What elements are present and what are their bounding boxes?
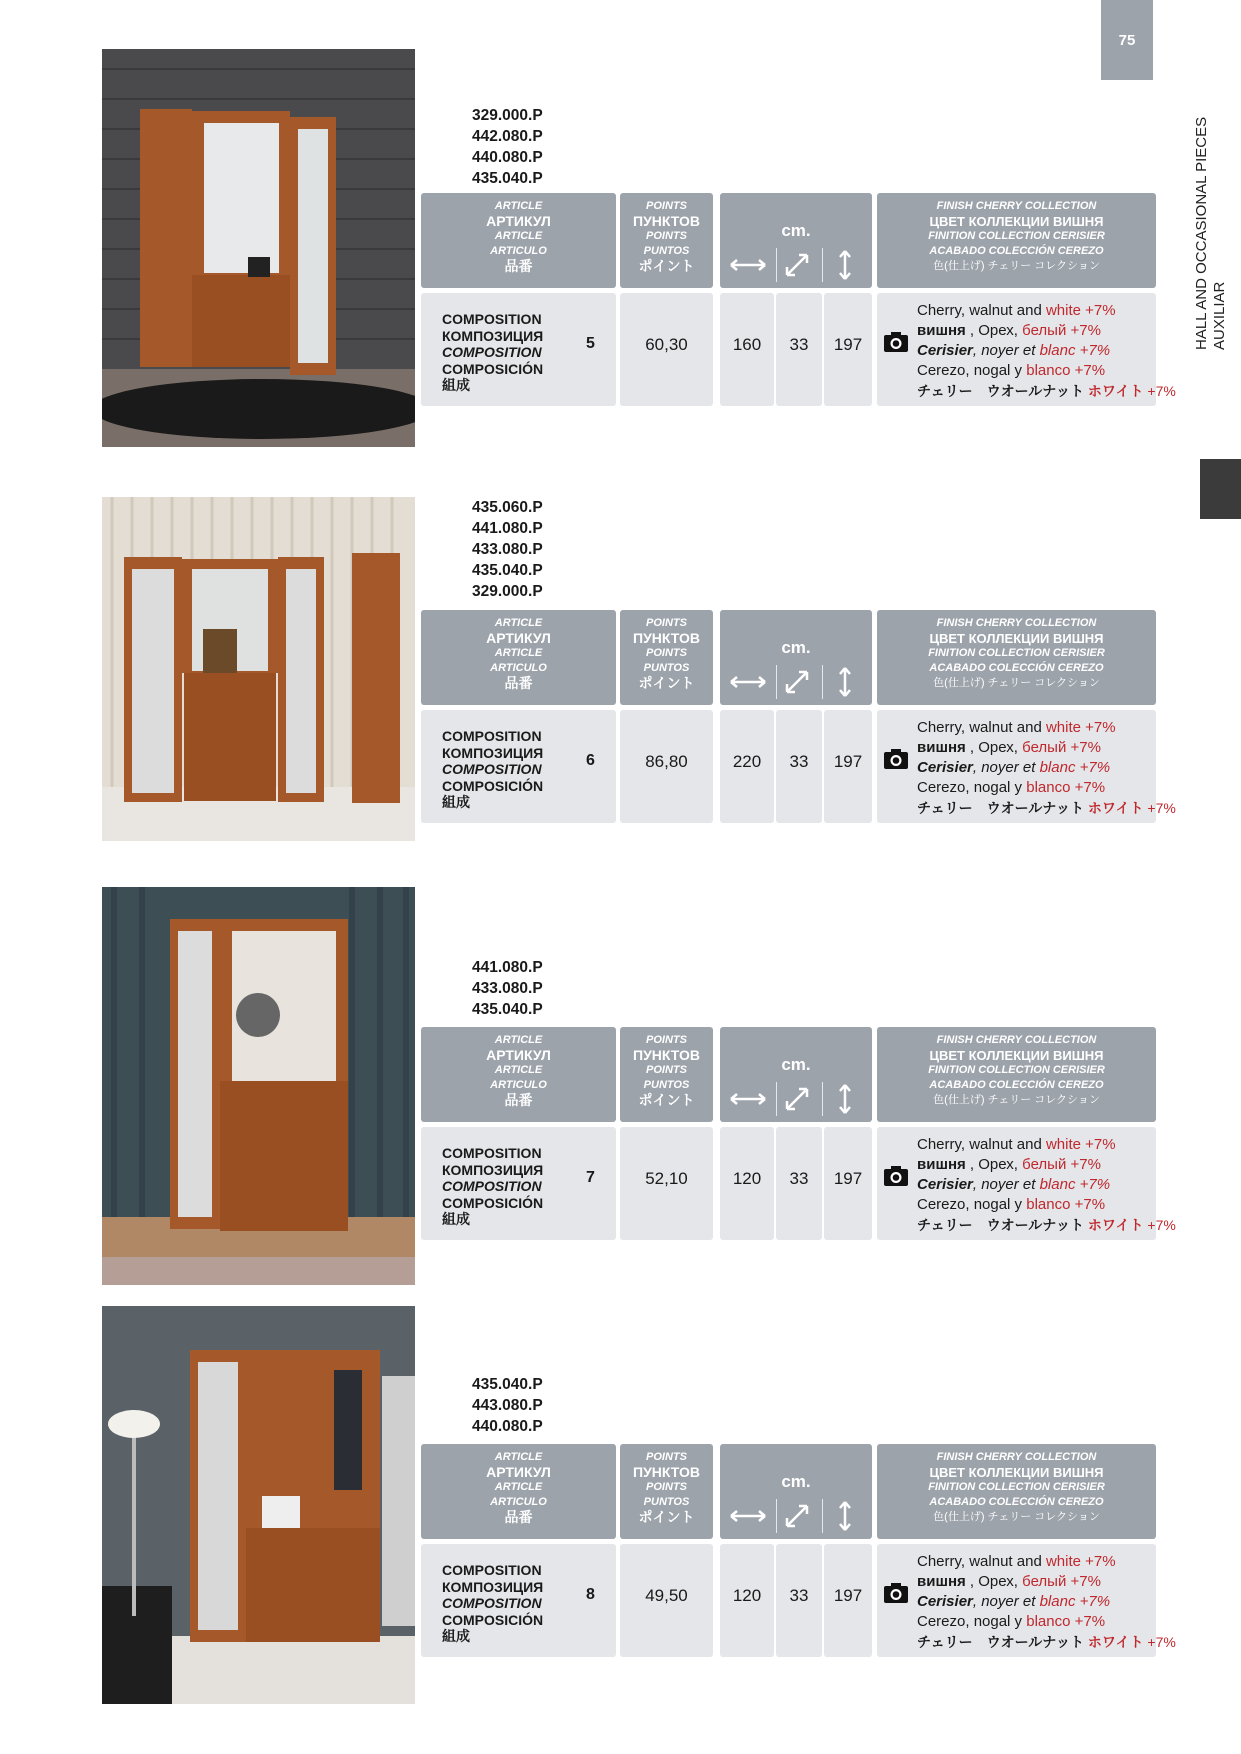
finish-options-cell: Cherry, walnut and white +7% вишня , Орех, белый +7% Cerisier, noyer et blanc +7% Cerezo, nogal y blanco +7% チェリー ウオールナット ホワイト +7% [877, 293, 1156, 406]
depth-arrow-icon [777, 1500, 817, 1532]
height-arrow-icon [825, 1083, 865, 1115]
camera-icon [883, 1582, 909, 1604]
depth-cell: 33 [776, 710, 822, 823]
camera-icon [883, 1165, 909, 1187]
height-arrow-icon [825, 249, 865, 281]
product-photo [102, 497, 415, 841]
article-codes: 441.080.P 433.080.P 435.040.P [472, 959, 543, 1018]
height-cell: 197 [824, 1544, 872, 1657]
header-finish: FINISH CHERRY COLLECTION ЦВЕТ КОЛЛЕКЦИИ ВИШНЯ FINITION COLLECTION CERISIER ACABADO COLECCIÓN CEREZO 色(仕上げ) チェリー コレクション [877, 1027, 1156, 1122]
width-arrow-icon [728, 666, 768, 698]
page-number: 75 [1101, 0, 1153, 80]
points-cell: 86,80 [620, 710, 713, 823]
header-finish: FINISH CHERRY COLLECTION ЦВЕТ КОЛЛЕКЦИИ ВИШНЯ FINITION COLLECTION CERISIER ACABADO COLECCIÓN CEREZO 色(仕上げ) チェリー コレクション [877, 1444, 1156, 1539]
finish-options-cell: Cherry, walnut and white +7% вишня , Орех, белый +7% Cerisier, noyer et blanc +7% Cerezo, nogal y blanco +7% チェリー ウオールナット ホワイト +7% [877, 1127, 1156, 1240]
composition-number: 5 [586, 335, 595, 352]
header-points: POINTS ПУНКТОВ POINTS PUNTOS ポイント [620, 1027, 713, 1122]
header-points: POINTS ПУНКТОВ POINTS PUNTOS ポイント [620, 193, 713, 288]
composition-number: 8 [586, 1586, 595, 1603]
width-arrow-icon [728, 1500, 768, 1532]
depth-arrow-icon [777, 249, 817, 281]
width-cell: 120 [720, 1544, 774, 1657]
header-points: POINTS ПУНКТОВ POINTS PUNTOS ポイント [620, 1444, 713, 1539]
header-dimensions: cm. [720, 1027, 872, 1122]
article-codes: 435.040.P 443.080.P 440.080.P [472, 1376, 543, 1435]
height-arrow-icon [825, 666, 865, 698]
depth-cell: 33 [776, 1127, 822, 1240]
width-cell: 160 [720, 293, 774, 406]
composition-label-cell: COMPOSITION КОМПОЗИЦИЯ COMPOSITION COMPOSICIÓN 組成 7 [421, 1127, 616, 1240]
depth-arrow-icon [777, 1083, 817, 1115]
composition-number: 7 [586, 1169, 595, 1186]
height-cell: 197 [824, 293, 872, 406]
finish-options-cell: Cherry, walnut and white +7% вишня , Орех, белый +7% Cerisier, noyer et blanc +7% Cerezo, nogal y blanco +7% チェリー ウオールナット ホワイト +7% [877, 710, 1156, 823]
product-photo [102, 1306, 415, 1704]
composition-label-cell: COMPOSITION КОМПОЗИЦИЯ COMPOSITION COMPOSICIÓN 組成 8 [421, 1544, 616, 1657]
header-finish: FINISH CHERRY COLLECTION ЦВЕТ КОЛЛЕКЦИИ ВИШНЯ FINITION COLLECTION CERISIER ACABADO COLECCIÓN CEREZO 色(仕上げ) チェリー コレクション [877, 193, 1156, 288]
header-finish: FINISH CHERRY COLLECTION ЦВЕТ КОЛЛЕКЦИИ ВИШНЯ FINITION COLLECTION CERISIER ACABADO COLECCIÓN CEREZO 色(仕上げ) チェリー コレクション [877, 610, 1156, 705]
width-cell: 220 [720, 710, 774, 823]
article-codes: 329.000.P 442.080.P 440.080.P 435.040.P [472, 107, 543, 187]
header-article: ARTICLE АРТИКУЛ ARTICLE ARTICULO 品番 [421, 193, 616, 288]
points-cell: 60,30 [620, 293, 713, 406]
finish-options-cell: Cherry, walnut and white +7% вишня , Орех, белый +7% Cerisier, noyer et blanc +7% Cerezo, nogal y blanco +7% チェリー ウオールナット ホワイト +7% [877, 1544, 1156, 1657]
composition-number: 6 [586, 752, 595, 769]
height-cell: 197 [824, 710, 872, 823]
height-cell: 197 [824, 1127, 872, 1240]
width-arrow-icon [728, 1083, 768, 1115]
header-dimensions: cm. [720, 610, 872, 705]
section-side-title [1193, 90, 1233, 350]
side-title-line2: AUXILIAR [1211, 281, 1228, 350]
depth-arrow-icon [777, 666, 817, 698]
side-title-line1: HALL AND OCCASIONAL PIECES [1193, 116, 1210, 350]
composition-label-cell: COMPOSITION КОМПОЗИЦИЯ COMPOSITION COMPOSICIÓN 組成 5 [421, 293, 616, 406]
points-cell: 52,10 [620, 1127, 713, 1240]
header-points: POINTS ПУНКТОВ POINTS PUNTOS ポイント [620, 610, 713, 705]
header-article: ARTICLE АРТИКУЛ ARTICLE ARTICULO 品番 [421, 610, 616, 705]
height-arrow-icon [825, 1500, 865, 1532]
points-cell: 49,50 [620, 1544, 713, 1657]
header-article: ARTICLE АРТИКУЛ ARTICLE ARTICULO 品番 [421, 1444, 616, 1539]
section-tab-marker [1200, 459, 1241, 519]
camera-icon [883, 331, 909, 353]
depth-cell: 33 [776, 1544, 822, 1657]
header-dimensions: cm. [720, 1444, 872, 1539]
camera-icon [883, 748, 909, 770]
width-cell: 120 [720, 1127, 774, 1240]
product-photo [102, 49, 415, 447]
article-codes: 435.060.P 441.080.P 433.080.P 435.040.P 329.000.P [472, 499, 543, 600]
header-article: ARTICLE АРТИКУЛ ARTICLE ARTICULO 品番 [421, 1027, 616, 1122]
product-photo [102, 887, 415, 1285]
width-arrow-icon [728, 249, 768, 281]
header-dimensions: cm. [720, 193, 872, 288]
composition-label-cell: COMPOSITION КОМПОЗИЦИЯ COMPOSITION COMPOSICIÓN 組成 6 [421, 710, 616, 823]
depth-cell: 33 [776, 293, 822, 406]
